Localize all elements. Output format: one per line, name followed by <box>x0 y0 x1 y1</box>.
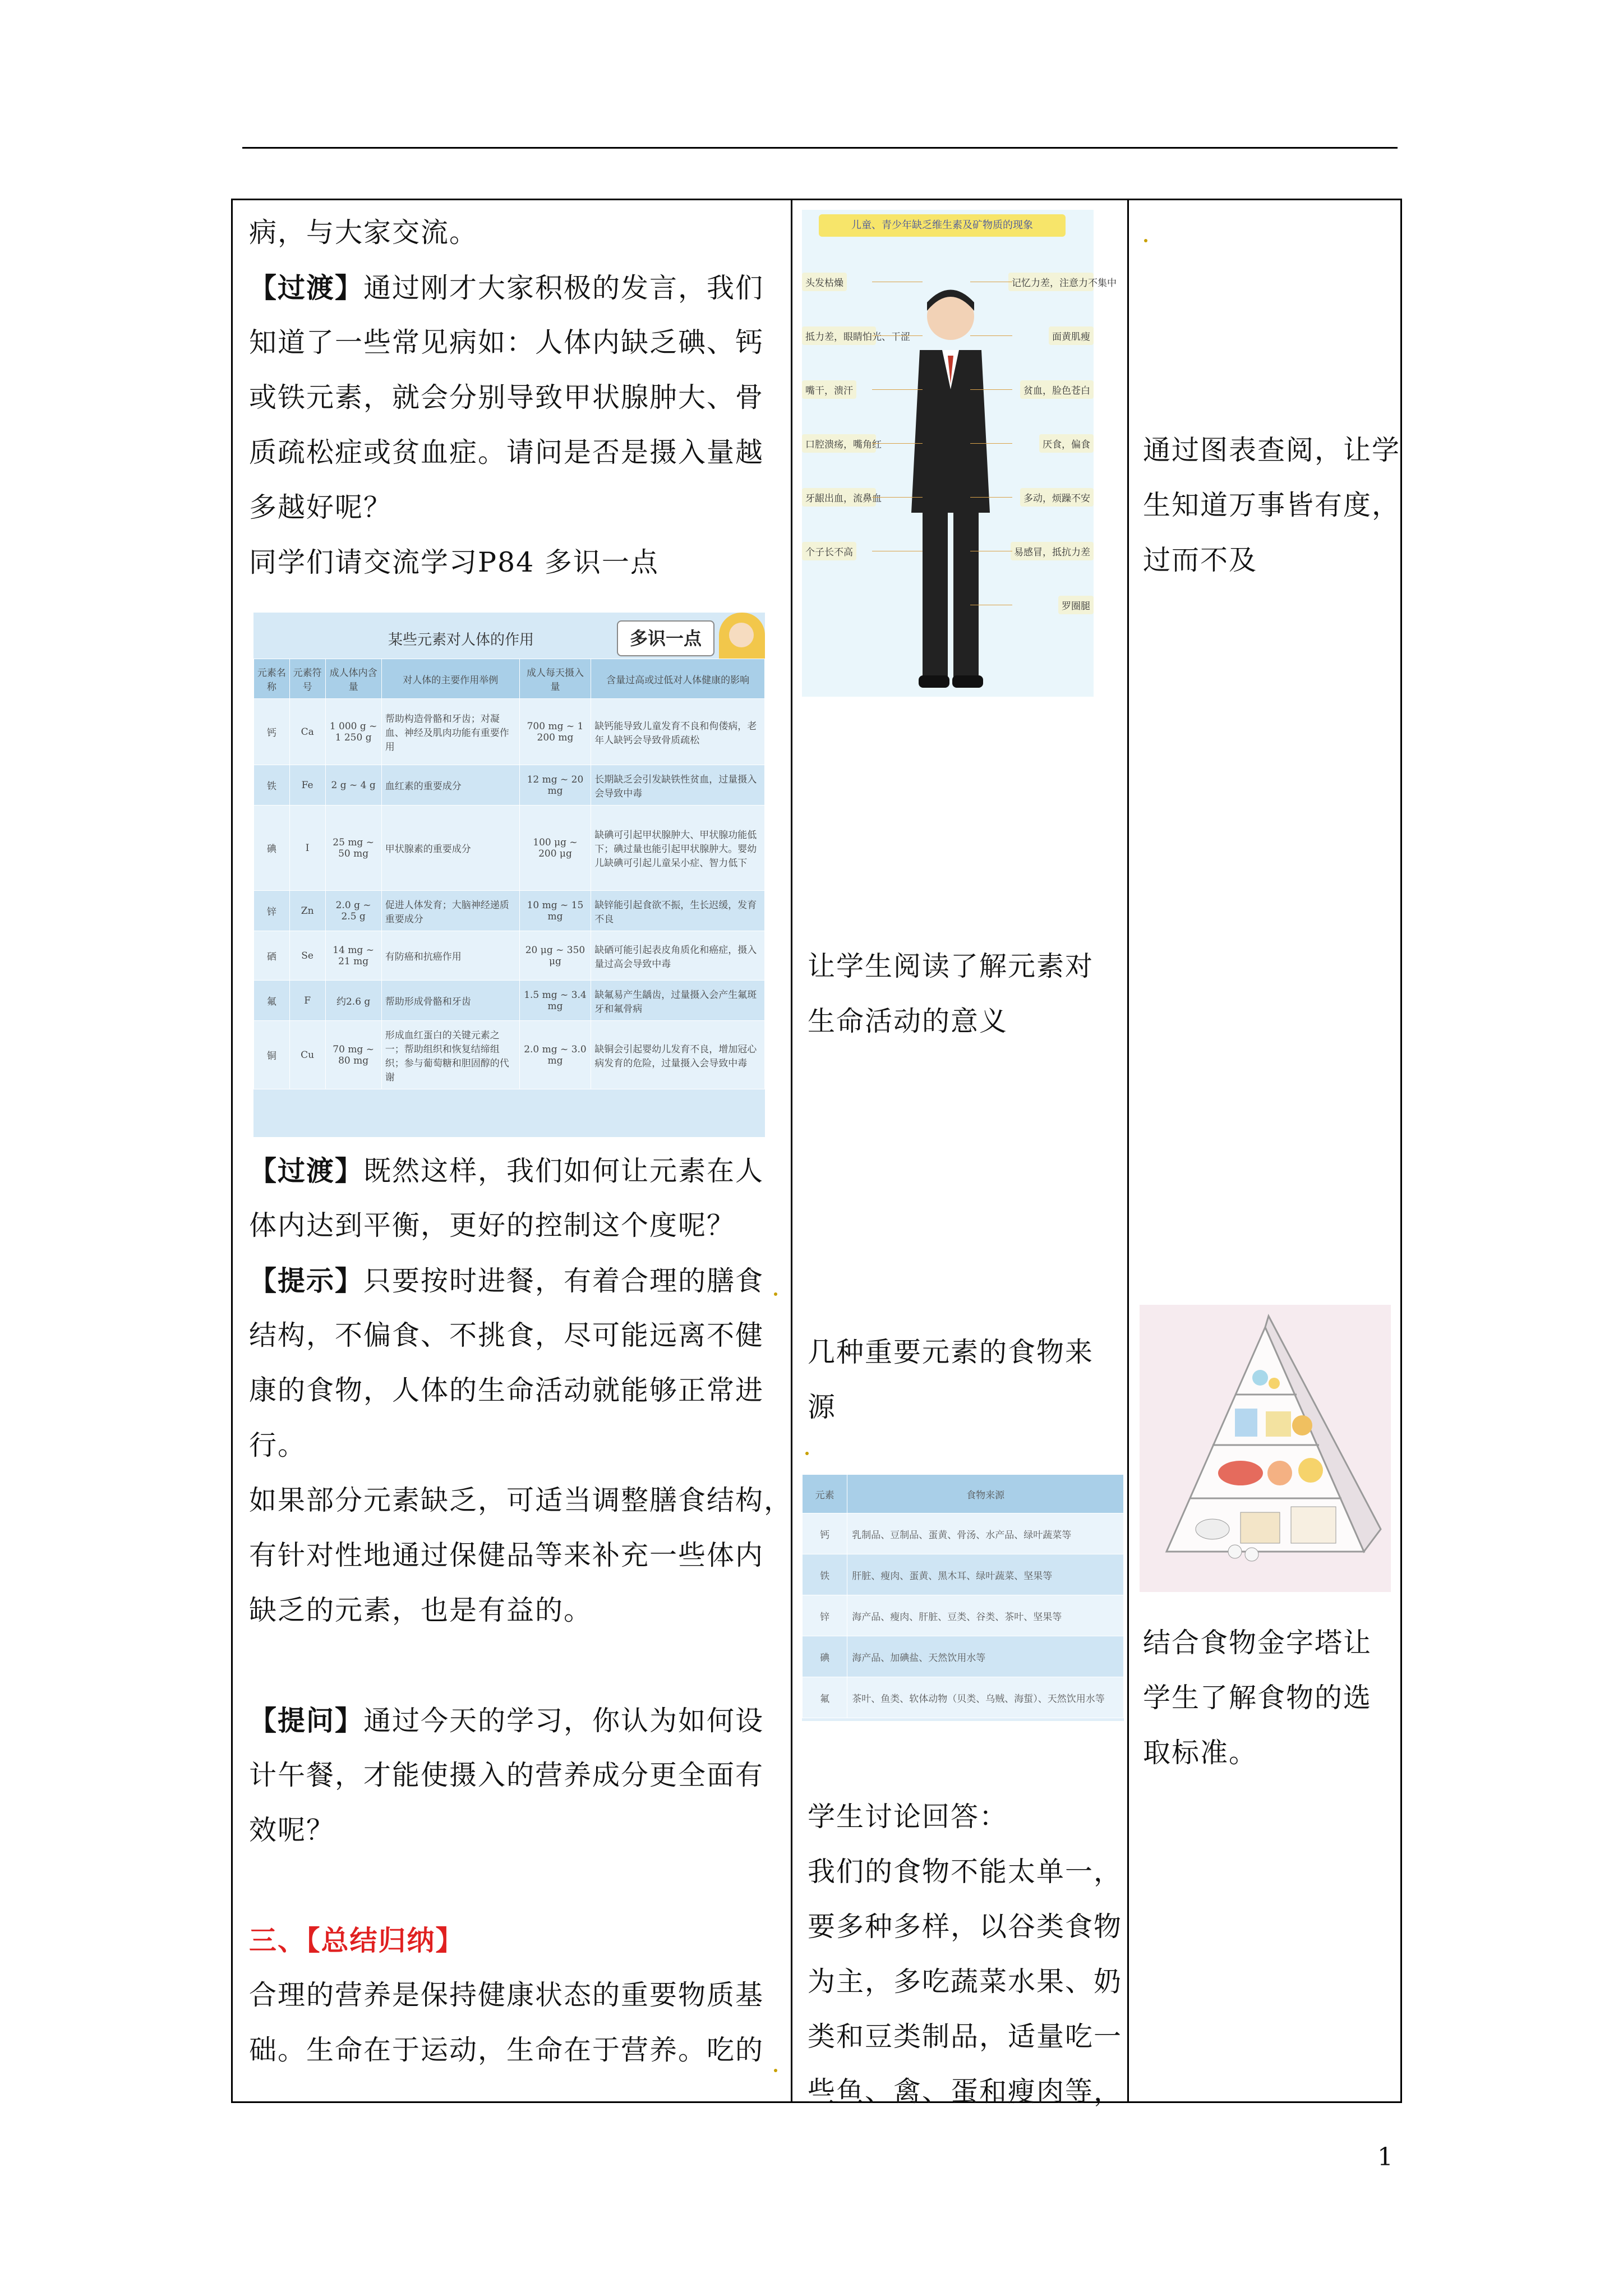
page-number: 1 <box>1377 2143 1393 2171</box>
table-cell: 海产品、加碘盐、天然饮用水等 <box>847 1636 1124 1677</box>
table-cell: 氟 <box>803 1677 847 1718</box>
table-cell: 2 g ~ 4 g <box>325 765 381 806</box>
table-row <box>254 699 765 765</box>
table-cell: 20 μg ~ 350 μg <box>519 931 591 981</box>
element-function-table-image <box>253 613 765 1137</box>
text-line: 病，与大家交流。 <box>249 217 478 249</box>
table-row <box>803 1554 1124 1595</box>
text-line: 几种重要元素的食物来 <box>808 1336 1094 1368</box>
text-line: 既然这样，我们如何让元素在人 <box>363 1155 764 1187</box>
food-source-table-image <box>802 1474 1124 1721</box>
table-cell: 锌 <box>254 891 290 931</box>
table-header-cell: 食物来源 <box>847 1475 1124 1513</box>
text-line: 为主，多吃蔬菜水果、奶 <box>808 1966 1123 1998</box>
hint-tag: 【提示】 <box>249 1264 364 1297</box>
table-cell: 缺铜会引起婴幼儿发育不良，增加冠心病发育的危险，过量摄入会导致中毒 <box>591 1021 765 1089</box>
deficiency-label: 口腔溃疡，嘴角红 <box>802 434 876 453</box>
text-line: 通过刚才大家积极的发言，我们 <box>363 272 764 304</box>
deficiency-label: 头发枯燥 <box>802 273 847 291</box>
table-cell: 血红素的重要成分 <box>381 765 519 806</box>
table-header-cell: 对人体的主要作用举例 <box>381 659 519 699</box>
table-cell: 1.5 mg ~ 3.4 mg <box>519 981 591 1021</box>
leader-line <box>872 443 923 444</box>
food-pyramid-illustration <box>1140 1305 1391 1592</box>
deficiency-label: 多动，烦躁不安 <box>1020 488 1094 507</box>
food-source-table <box>802 1474 1124 1718</box>
table-row <box>803 1595 1124 1636</box>
text-line: 结构，不偏食、不挑食，尽可能远离不健 <box>249 1319 764 1351</box>
table-row <box>254 1021 765 1089</box>
table-header-cell: 含量过高或过低对人体健康的影响 <box>591 659 765 699</box>
table-cell: 25 mg ~ 50 mg <box>325 806 381 891</box>
study-instruction: 同学们请交流学习P84 多识一点 <box>249 546 659 578</box>
table-cell: 缺氟易产生龋齿，过量摄入会产生氟斑牙和氟骨病 <box>591 981 765 1021</box>
table-cell: 700 mg ~ 1 200 mg <box>519 699 591 765</box>
food-pyramid-image <box>1140 1305 1391 1592</box>
text-line: 知道了一些常见病如：人体内缺乏碘、钙 <box>249 326 764 358</box>
table-cell: Se <box>289 931 325 981</box>
text-line: 通过今天的学习，你认为如何设 <box>363 1705 764 1737</box>
table-cell: 缺硒可能引起表皮角质化和癌症，摄入量过高会导致中毒 <box>591 931 765 981</box>
discussion-title: 学生讨论回答： <box>808 1801 1008 1833</box>
text-line: 计午餐，才能使摄入的营养成分更全面有 <box>249 1759 764 1791</box>
transition-tag: 【过渡】 <box>249 272 364 304</box>
table-cell: 14 mg ~ 21 mg <box>325 931 381 981</box>
table-cell: 帮助形成骨骼和牙齿 <box>381 981 519 1021</box>
text-line: 多越好呢？ <box>249 491 393 523</box>
table-cell: 茶叶、鱼类、软体动物（贝类、乌贼、海蜇）、天然饮用水等 <box>847 1677 1124 1718</box>
table-row <box>254 931 765 981</box>
table-header-cell: 元素 <box>803 1475 847 1513</box>
hint-paragraph <box>249 1253 764 1309</box>
deficiency-label: 贫血，脸色苍白 <box>1020 380 1094 399</box>
table-cell: 海产品、瘦肉、肝脏、豆类、谷类、茶叶、坚果等 <box>847 1595 1124 1636</box>
table-cell: 缺钙能导致儿童发育不良和佝偻病，老年人缺钙会导致骨质疏松 <box>591 699 765 765</box>
text-line: 质疏松症或贫血症。请问是否是摄入量越 <box>249 436 764 468</box>
table-cell: 铜 <box>254 1021 290 1089</box>
text-line: 过而不及 <box>1143 544 1258 576</box>
table-cell: Zn <box>289 891 325 931</box>
table-cell: 氟 <box>254 981 290 1021</box>
table-row <box>803 1677 1124 1718</box>
table-row <box>254 891 765 931</box>
mark-dot <box>805 1452 809 1455</box>
vitamin-deficiency-figure <box>802 210 1117 697</box>
table-cell: 形成血红蛋白的关键元素之一；帮助组织和恢复结缔组织；参与葡萄糖和胆固醇的代谢 <box>381 1021 519 1089</box>
table-cell: 2.0 g ~ 2.5 g <box>325 891 381 931</box>
table-cell: F <box>289 981 325 1021</box>
table-cell: 10 mg ~ 15 mg <box>519 891 591 931</box>
deficiency-label: 个子长不高 <box>802 542 856 560</box>
table-row <box>803 1513 1124 1554</box>
deficiency-label: 抵力差，眼睛怕光、干涩 <box>802 326 876 345</box>
table-cell: 2.0 mg ~ 3.0 mg <box>519 1021 591 1089</box>
text-line: 取标准。 <box>1143 1737 1258 1769</box>
text-line: 结合食物金字塔让 <box>1143 1627 1372 1659</box>
text-line: 如果部分元素缺乏，可适当调整膳食结构， <box>249 1484 793 1516</box>
table-cell: 碘 <box>803 1636 847 1677</box>
text-line: 类和豆类制品，适量吃一 <box>808 2021 1123 2053</box>
transition-tag: 【过渡】 <box>249 1154 364 1187</box>
leader-line <box>970 335 1012 336</box>
question-paragraph <box>249 1693 764 1749</box>
table-cell: 1 000 g ~ 1 250 g <box>325 699 381 765</box>
transition-paragraph <box>249 1143 764 1199</box>
text-line: 学生了解食物的选 <box>1143 1682 1372 1714</box>
deficiency-label: 嘴干，溃汗 <box>802 380 856 399</box>
table-row <box>254 981 765 1021</box>
summary-heading: 三、【总结归纳】 <box>249 1924 464 1957</box>
text-line: 础。生命在于运动，生命在于营养。吃的 <box>249 2034 764 2066</box>
table-row <box>803 1636 1124 1677</box>
table-cell: 约2.6 g <box>325 981 381 1021</box>
table-cell: I <box>289 806 325 891</box>
leader-line <box>872 389 923 390</box>
text-line: 康的食物，人体的生命活动就能够正常进 <box>249 1374 764 1406</box>
table-cell: 乳制品、豆制品、蛋黄、骨汤、水产品、绿叶蔬菜等 <box>847 1513 1124 1554</box>
column-divider-1 <box>791 199 792 2103</box>
table-row <box>254 765 765 806</box>
text-line: 行。 <box>249 1429 307 1461</box>
text-line: 我们的食物不能太单一， <box>808 1856 1123 1888</box>
table-cell: 有防癌和抗癌作用 <box>381 931 519 981</box>
table-cell: 钙 <box>254 699 290 765</box>
figure-banner: 儿童、青少年缺乏维生素及矿物质的现象 <box>819 214 1066 237</box>
text-line: 生命活动的意义 <box>808 1005 1008 1037</box>
leader-line <box>872 335 923 336</box>
table-header-cell: 成人每天摄入量 <box>519 659 591 699</box>
text-line: 源 <box>808 1391 837 1423</box>
table-cell: 帮助构造骨骼和牙齿；对凝血、神经及肌肉功能有重要作用 <box>381 699 519 765</box>
leader-line <box>872 497 923 498</box>
table-cell: 12 mg ~ 20 mg <box>519 765 591 806</box>
table-header-cell: 成人体内含量 <box>325 659 381 699</box>
mark-dot <box>774 2069 777 2072</box>
deficiency-label: 罗圈腿 <box>1058 596 1094 614</box>
leader-line <box>970 497 1012 498</box>
table-cell: 缺碘可引起甲状腺肿大、甲状腺功能低下；碘过量也能引起甲状腺肿大。婴幼儿缺碘可引起儿童呆小症、智力低下 <box>591 806 765 891</box>
table-cell: 肝脏、瘦肉、蛋黄、黑木耳、绿叶蔬菜、坚果等 <box>847 1554 1124 1595</box>
deficiency-label: 面黄肌瘦 <box>1049 326 1094 345</box>
mark-dot <box>1144 239 1147 242</box>
table-title: 某些元素对人体的作用 <box>388 632 534 648</box>
table-cell: Fe <box>289 765 325 806</box>
table-cell: 促进人体发育；大脑神经递质重要成分 <box>381 891 519 931</box>
text-line: 通过图表查阅，让学 <box>1143 434 1401 466</box>
text-line: 效呢？ <box>249 1814 335 1846</box>
text-line: 缺乏的元素，也是有益的。 <box>249 1594 593 1626</box>
table-header-cell: 元素名称 <box>254 659 290 699</box>
learn-more-badge: 多识一点 <box>617 620 714 656</box>
table-cell: Cu <box>289 1021 325 1089</box>
text-line: 只要按时进餐，有着合理的膳食 <box>363 1265 764 1297</box>
table-cell: 100 μg ~ 200 μg <box>519 806 591 891</box>
table-cell: 锌 <box>803 1595 847 1636</box>
table-cell: 硒 <box>254 931 290 981</box>
column-divider-2 <box>1127 199 1129 2103</box>
boy-illustration <box>903 277 998 692</box>
leader-line <box>970 389 1012 390</box>
text-line: 体内达到平衡，更好的控制这个度呢？ <box>249 1209 736 1241</box>
table-header-cell: 元素符号 <box>289 659 325 699</box>
transition-paragraph <box>249 260 764 316</box>
table-cell: 长期缺乏会引发缺铁性贫血，过量摄入会导致中毒 <box>591 765 765 806</box>
table-cell: 铁 <box>254 765 290 806</box>
question-tag: 【提问】 <box>249 1704 364 1737</box>
text-line: 生知道万事皆有度， <box>1143 489 1401 521</box>
element-table <box>253 659 765 1089</box>
table-cell: 缺锌能引起食欲不振，生长迟缓，发育不良 <box>591 891 765 931</box>
text-line: 或铁元素，就会分别导致甲状腺肿大、骨 <box>249 381 764 413</box>
text-line: 些鱼、禽、蛋和瘦肉等， <box>808 2076 1123 2108</box>
text-line: 合理的营养是保持健康状态的重要物质基 <box>249 1979 764 2011</box>
table-cell: 铁 <box>803 1554 847 1595</box>
text-line: 有针对性地通过保健品等来补充一些体内 <box>249 1539 764 1571</box>
deficiency-label: 牙龈出血，流鼻血 <box>802 488 876 507</box>
deficiency-label: 易感冒，抵抗力差 <box>1011 542 1094 560</box>
table-cell: 70 mg ~ 80 mg <box>325 1021 381 1089</box>
table-cell: 钙 <box>803 1513 847 1554</box>
text-line: 要多种多样，以谷类食物 <box>808 1911 1123 1943</box>
deficiency-label: 记忆力差，注意力不集中 <box>1008 273 1094 291</box>
mark-dot <box>774 1292 777 1296</box>
table-cell: 甲状腺素的重要成分 <box>381 806 519 891</box>
table-cell: Ca <box>289 699 325 765</box>
leader-line <box>970 443 1012 444</box>
header-rule <box>242 147 1398 149</box>
table-cell: 碘 <box>254 806 290 891</box>
table-row <box>254 806 765 891</box>
text-line: 让学生阅读了解元素对 <box>808 950 1094 982</box>
deficiency-label: 厌食，偏食 <box>1039 434 1094 453</box>
